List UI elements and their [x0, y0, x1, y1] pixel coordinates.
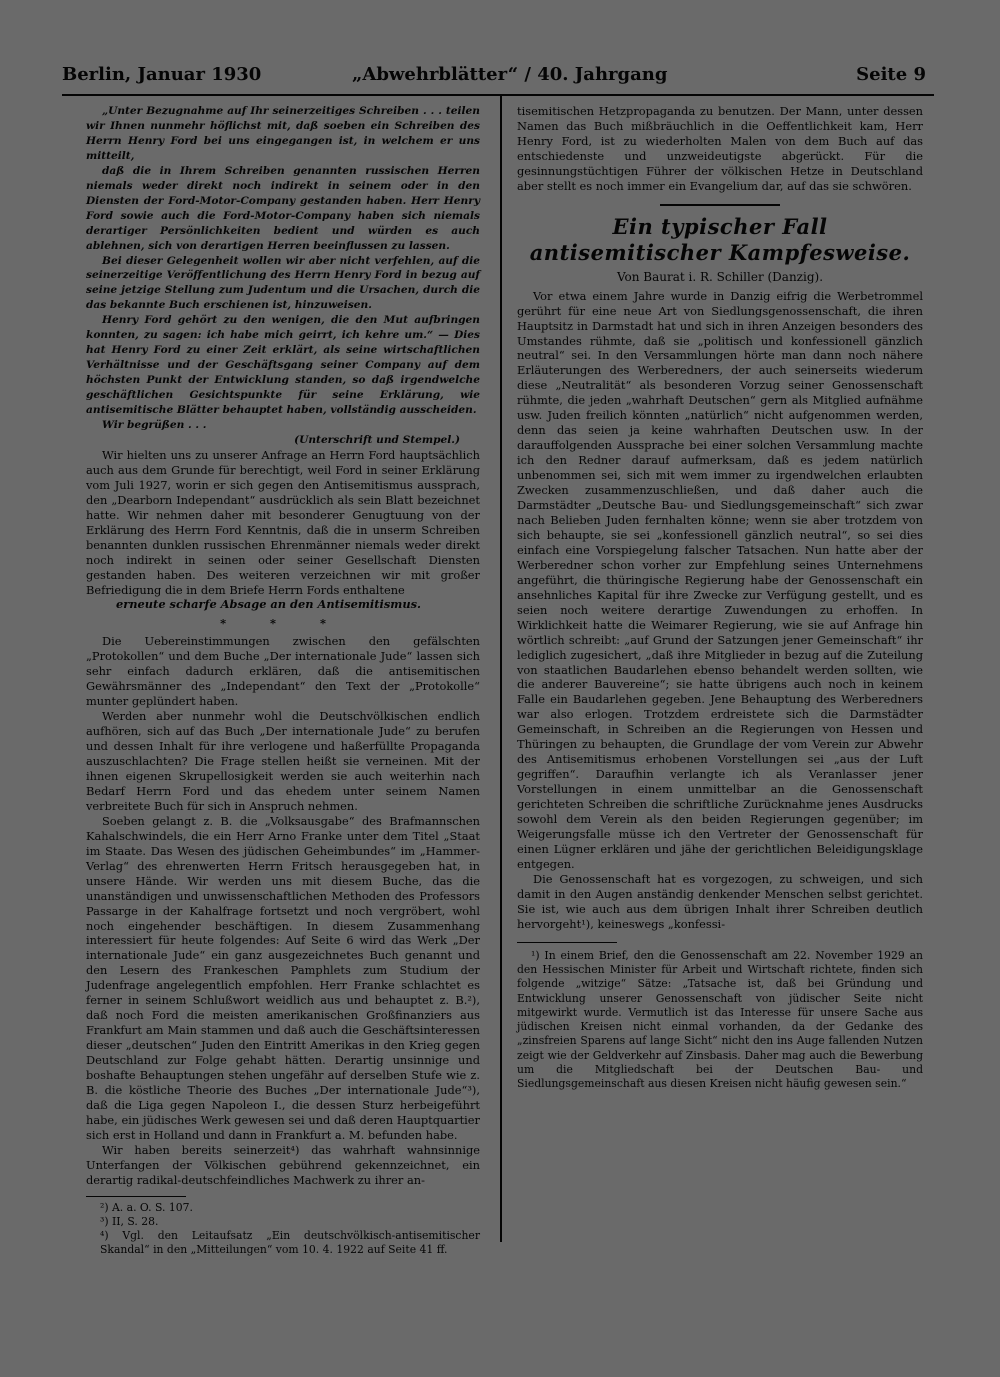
- right-column: [517, 104, 923, 1092]
- section-separator: * * *: [220, 616, 346, 631]
- quote-paragraph: Bei dieser Gelegenheit wollen wir aber nicht verfehlen, auf die seinerzeitige Veröffentlichung des Herrn Henry Ford in bezug auf seine jetzige Stellung zum Judentum und die Ursachen, durch die das bekannte Buch erschienen ist, hinzuweisen.: [86, 254, 480, 312]
- footnote-block: [517, 949, 923, 1092]
- continued-paragraph: tisemitischen Hetzpropaganda zu benutzen. Der Mann, unter dessen Namen das Buch mißbräuchlich in die Oeffentlichkeit kam, Herr Henry Ford, ist zu wiederholten Malen von dem Buch auf das entschiedenste und unzweideutigste abgerückt. Für die gesinnungstüchtigen Führer der völkischen Hetze in Deutschland aber stellt es noch immer ein Evangelium dar, auf das sie schwören.: [517, 104, 923, 193]
- header-place-date: Berlin, Januar 1930: [62, 64, 262, 85]
- footnote: ³) II, S. 28.: [100, 1214, 159, 1228]
- body-paragraph: Die Genossenschaft hat es vorgezogen, zu schweigen, und sich damit in den Augen anständig denkender Menschen selbst gerichtet. Sie ist, wie auch aus dem übrigen Inhalt ihrer Schreiben deutlich hervorgeht¹), keineswegs „konfessi-: [517, 871, 923, 931]
- footnote-rule: [86, 1196, 186, 1197]
- body-paragraph: Werden aber nunmehr wohl die Deutschvölkischen endlich aufhören, sich auf das Buch „Der internationale Jude“ zu berufen und dessen Inhalt für ihre verlogene und haßerfüllte Propaganda auszuschlachten? Die Frage stellen heißt sie verneinen. Mit der ihnen eigenen Skrupellosigkeit werden sie auch weiterhin nach Bedarf Herrn Ford und das ehedem unter seinem Namen verbreitete Buch für sich in Anspruch nehmen.: [86, 709, 480, 813]
- body-paragraph-closing: erneute scharfe Absage an den Antisemitismus.: [116, 597, 421, 612]
- article-byline: Von Baurat i. R. Schiller (Danzig).: [616, 269, 824, 284]
- header-publication: „Abwehrblätter“ / 40. Jahrgang: [352, 64, 668, 85]
- body-paragraph: Soeben gelangt z. B. die „Volksausgabe“ des Brafmannschen Kahalschwindels, die ein Herr Arno Franke unter dem Titel „Staat im Staate. Das Wesen des jüdischen Geheimbundes“ im „Hammer-Verlag“ des ehrenwerten Herrn Fritsch herausgegeben hat, in unsere Hände. Wir werden uns mit diesem Buche, das die unanständigen und unwissenschaftlichen Methoden des Professors Passarge in der Kahalfrage fortsetzt und noch vergröbert, wohl noch eingehender beschäftigen. In diesem Zusammenhang interessiert für heute folgendes: Auf Seite 6 wird das Werk „Der internationale Jude“ ein ganz ausgezeichnetes Buch genannt und den Lesern des Frankeschen Pamphlets zum Studium der Judenfrage angelegentlich empfohlen. Herr Franke schlachtet es ferner in seinem Schlußwort weidlich aus und behauptet z. B.²), daß noch Ford die meisten amerikanischen Großfinanziers aus Frankfurt am Main stammen und daß auch die Geschäftsinteressen dieser „deutschen“ Juden den Eintritt Amerikas in den Krieg gegen Deutschland zur Folge gehabt hätten. Derartig unsinnige und boshafte Behauptungen stehen ungefähr auf derselben Stufe wie z. B. die köstliche Theorie des Buches „Der internationale Jude“³), daß die Liga gegen Napoleon I., die dessen Sturz herbeigeführt habe, ein jüdisches Werk gewesen sei und daß deren Hauptquartier sich erst in Holland und dann in Frankfurt a. M. befunden habe.: [86, 813, 480, 1142]
- header-page-number: Seite 9: [856, 64, 926, 85]
- body-paragraph: Wir hielten uns zu unserer Anfrage an Herrn Ford hauptsächlich auch aus dem Grunde für berechtigt, weil Ford in seiner Erklärung vom Juli 1927, worin er sich gegen den Antisemitismus aussprach, den „Dearborn Independant“ ausdrücklich als sein Blatt bezeichnet hatte. Wir nehmen daher mit besonderer Genugtuung von der Erklärung des Herrn Ford Kenntnis, daß die in unserm Schreiben benannten dunklen russischen Ehrenmänner niemals weder direkt noch indirekt in seinen oder seiner Gesellschaft Diensten gestanden haben. Des weiteren verzeichnen wir mit großer Befriedigung die in dem Briefe Herrn Fords enthaltene: [86, 447, 480, 597]
- header-rule: [62, 94, 934, 96]
- article-rule: [660, 204, 780, 206]
- quote-paragraph: daß die in Ihrem Schreiben genannten russischen Herren niemals weder direkt noch indirekt in seinem oder in den Diensten der Ford-Motor-Company gestanden haben. Herr Henry Ford sowie auch die Ford-Motor-Company haben sich niemals derartiger Persönlichkeiten bedient und würden es auch ablehnen, sich von derartigen Herren beeinflussen zu lassen.: [86, 164, 480, 252]
- footnote: ⁴) Vgl. den Leitaufsatz „Ein deutschvölkisch-antisemitischer Skandal“ in den „Mitteilungen“ vom 10. 4. 1922 auf Seite 41 ff.: [100, 1228, 480, 1256]
- body-paragraph: Wir haben bereits seinerzeit⁴) das wahrhaft wahnsinnige Unterfangen der Völkischen gebührend gekennzeichnet, ein derartig radikal-deutschfeindliches Machwerk zu ihrer an-: [86, 1142, 480, 1187]
- quote-paragraph: Henry Ford gehört zu den wenigen, die den Mut aufbringen konnten, zu sagen: ich habe mich geirrt, ich kehre um.“ — Dies hat Henry Ford zu einer Zeit erklärt, als seine wirtschaftlichen Verhältnisse und der Geschäftsgang seiner Company auf dem höchsten Punkt der Entwicklung standen, so daß irgendwelche geschäftlichen Gesichtspunkte für seine Erklärung, wie antisemitische Blätter behauptet haben, vollständig ausscheiden.: [86, 314, 480, 417]
- left-column: [86, 104, 480, 1257]
- footnote-rule: [517, 942, 617, 943]
- article-title-line: antisemitischer Kampfesweise.: [529, 239, 911, 265]
- article-title-line: Ein typischer Fall: [612, 213, 828, 239]
- article-title: [517, 214, 923, 266]
- footnote: ¹) In einem Brief, den die Genossenschaft am 22. November 1929 an den Hessischen Minister für Arbeit und Wirtschaft richtete, finden sich folgende „witzige“ Sätze: „Tatsache ist, daß bei Gründung und Entwicklung unserer Genossenschaft von jüdischer Seite nicht mitgewirkt wurde. Vermutlich ist das Interesse für unsere Sache aus jüdischen Kreisen nicht einmal vorhanden, da der Gedanke des „zinsfreien Sparens auf lange Sicht“ nicht den ins Auge fallenden Nutzen zeigt wie der Geldverkehr auf Zinsbasis. Daher mag auch die Bewerbung um die Mitgliedschaft bei der Deutschen Bau- und Siedlungsgemeinschaft aus diesen Kreisen nicht häufig gewesen sein.“: [517, 948, 923, 1091]
- body-paragraph: Die Uebereinstimmungen zwischen den gefälschten „Protokollen“ und dem Buche „Der internationale Jude“ lassen sich sehr einfach dadurch erklären, daß die antisemitischen Gewährsmänner des „Independant“ den Text der „Protokolle“ munter geplündert haben.: [86, 634, 480, 709]
- column-divider: [500, 96, 502, 1242]
- quote-paragraph: Wir begrüßen . . .: [102, 419, 207, 432]
- footnote: ²) A. a. O. S. 107.: [100, 1200, 193, 1214]
- quote-paragraph: „Unter Bezugnahme auf Ihr seinerzeitiges Schreiben . . . teilen wir Ihnen nunmehr höflichst mit, daß soeben ein Schreiben des Herrn Henry Ford bei uns eingegangen ist, in welchem er uns mitteilt,: [86, 105, 480, 162]
- signature-line: (Unterschrift und Stempel.): [294, 433, 460, 446]
- body-paragraph: Vor etwa einem Jahre wurde in Danzig eifrig die Werbetrommel gerührt für eine neue Art von Siedlungsgenossenschaft, die ihren Hauptsitz in Darmstadt hat und sich in ihren Anzeigen besonders des Umstandes rühmte, daß sie „politisch und konfessionell gänzlich neutral“ sei. In den Versammlungen hörte man dann noch nähere Erläuterungen des Werberedners, der auch seinerseits wiederum diese „Neutralität“ als besonderen Vorzug seiner Genossenschaft rühmte, die jeden „wahrhaft Deutschen“ gern als Mitglied aufnähme usw. Juden freilich könnten „natürlich“ nicht aufgenommen werden, denn das seien ja keine wahrhaften Deutschen usw. In der darauffolgenden Aussprache bei einer solchen Versammlung machte ich den Redner darauf aufmerksam, daß es jedem natürlich unbenommen sei, sich mit wem immer zu irgendwelchen erlaubten Zwecken zusammenzuschließen, und daß daher auch die Darmstädter „Deutsche Bau- und Siedlungsgemeinschaft“ sich zwar nach Belieben Juden fernhalten könne; wenn sie aber trotzdem von sich behaupte, sie sei „konfessionell gänzlich neutral“, so sei dies einfach eine Vorspiegelung falscher Tatsachen. Nun hatte aber der Werberedner schon vorher zur Empfehlung seines Unternehmens angeführt, die thüringische Regierung habe der Genossenschaft ein ansehnliches Kapital für ihre Zwecke zur Verfügung gestellt, und es seien noch weitere derartige Zuwendungen zu erhoffen. In Wirklichkeit hatte die Weimarer Regierung, wie sie auf Anfrage hin wörtlich schreibt: „auf Grund der Satzungen jener Gemeinschaft“ ihr lediglich zugesichert, „daß ihre Mitglieder in bezug auf die Zuteilung von staatlichen Baudarlehen ebenso behandelt werden sollten, wie die anderer Bauvereine“; sie hatte übrigens auch noch in keinem Falle ein Baudarlehen gegeben. Jene Behauptung des Werberedners war also erlogen. Trotzdem erdreistete sich die Darmstädter Gemeinschaft, in Schreiben an die Regierungen von Hessen und Thüringen zu behaupten, die Grundlage der vom Verein zur Abwehr des Antisemitismus erhobenen Vorstellungen sei „aus der Luft gegriffen“. Daraufhin verlangte ich als Veranlasser jener Vorstellungen in einem unmittelbar an die Genossenschaft gerichteten Schreiben die schriftliche Zurücknahme jenes Ausdrucks sowohl dem Verein als den beiden Regierungen gegenüber; im Weigerungsfalle müsse ich den Vertreter der Genossenschaft für einen Lügner erklären und jähe der gerichtlichen Beleidigungsklage entgegen.: [517, 288, 923, 871]
- page-header: [62, 62, 934, 90]
